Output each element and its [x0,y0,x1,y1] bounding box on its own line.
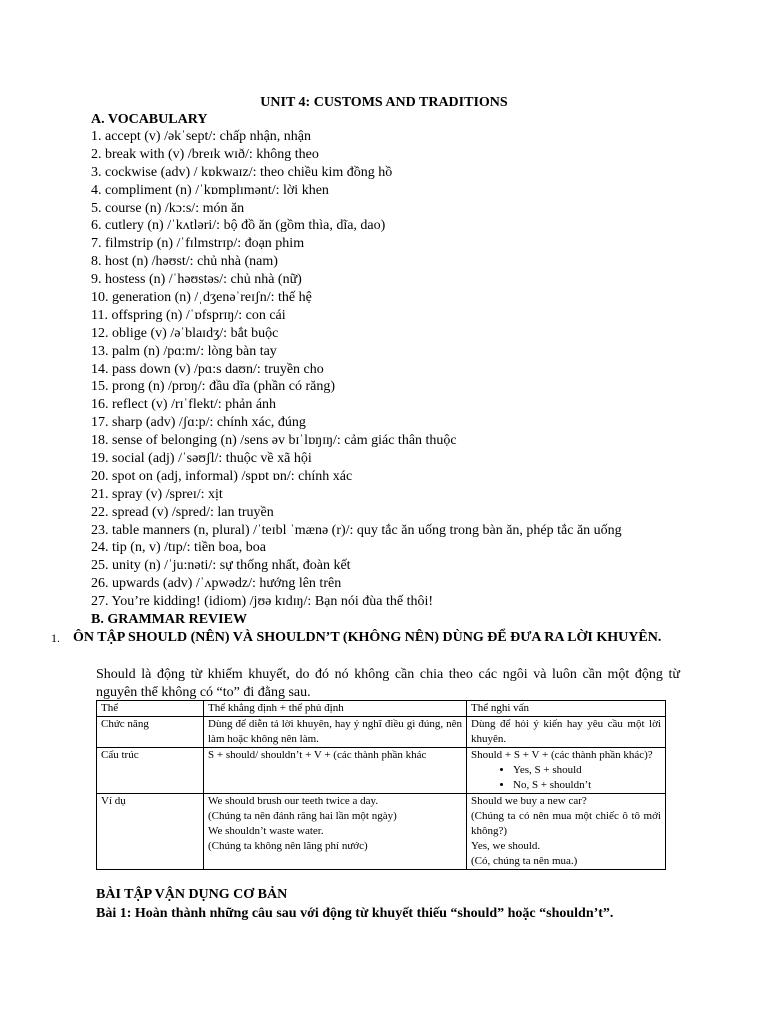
vocabulary-list [91,128,711,611]
table-header-cell: Thể nghi vấn [467,701,666,717]
exercise-section-heading: BÀI TẬP VẬN DỤNG CƠ BẢN [96,887,288,902]
page-title: UNIT 4: CUSTOMS AND TRADITIONS [260,95,508,110]
example-line: Yes, we should. [471,840,541,852]
grammar-item-number: 1. [51,631,60,645]
vocabulary-item: 10. generation (n) /ˌdʒenəˈreɪʃn/: thế hệ [91,290,312,306]
example-line: (Chúng ta nên đánh răng hai lần một ngày) [208,810,397,822]
example-line: (Chúng ta có nên mua một chiếc ô tô mới không?) [471,810,661,837]
vocabulary-item: 1. accept (v) /əkˈsept/: chấp nhận, nhận [91,129,312,144]
vocabulary-item: 18. sense of belonging (n) /sens əv bɪˈlɒŋɪŋ/: cảm giác thân thuộc [91,433,457,449]
vocabulary-item: 17. sharp (adv) /ʃɑ:p/: chính xác, đúng [91,415,306,431]
structure-question: Should + S + V + (các thành phần khác)? [471,749,653,761]
section-vocabulary-heading: A. VOCABULARY [91,112,208,127]
table-cell: S + should/ shouldn’t + V + (các thành phần khác [204,748,467,794]
grammar-table [96,700,666,870]
row-label: Chức năng [97,717,204,748]
example-line: We should brush our teeth twice a day. [208,795,379,807]
table-cell: Dùng để hỏi ý kiến hay yêu cầu một lời khuyên. [467,717,666,748]
table-row-example [97,794,666,870]
vocabulary-item: 6. cutlery (n) /ˈkʌtləri/: bộ đồ ăn (gồm thìa, dĩa, dao) [91,218,386,234]
vocabulary-item: 20. spot on (adj, informal) /spɒt ɒn/: chính xác [91,468,353,484]
vocabulary-item: 14. pass down (v) /pɑ:s daʊn/: truyền cho [91,361,324,377]
vocabulary-item: 13. palm (n) /pɑ:m/: lòng bàn tay [91,343,277,359]
vocabulary-item: 22. spread (v) /spred/: lan truyền [91,504,274,520]
vocabulary-item: 4. compliment (n) /ˈkɒmplɪmənt/: lời khen [91,182,329,198]
table-cell [467,794,666,870]
vocabulary-item: 12. oblige (v) /əˈblaɪdʒ/: bắt buộc [91,325,279,341]
answer-item: • No, S + shouldn’t [513,778,661,793]
vocabulary-item: 16. reflect (v) /rɪˈflekt/: phản ánh [91,397,277,413]
example-line: Should we buy a new car? [471,795,587,807]
vocabulary-item: 25. unity (n) /ˈju:nəti/: sự thống nhất, đoàn kết [91,558,351,574]
vocabulary-item: 7. filmstrip (n) /ˈfɪlmstrɪp/: đoạn phim [91,236,305,252]
vocabulary-item: 27. You’re kidding! (idiom) /jʊə kɪdɪŋ/: Bạn nói đùa thế thôi! [91,594,434,610]
table-cell [467,748,666,794]
vocabulary-item: 21. spray (v) /spreɪ/: xịt [91,486,223,502]
vocabulary-item: 24. tip (n, v) /tɪp/: tiền boa, boa [91,540,266,556]
table-header-row [97,701,666,717]
example-line: (Có, chúng ta nên mua.) [471,855,578,867]
table-header-cell: Thể khẳng định + thể phủ định [204,701,467,717]
vocabulary-item: 2. break with (v) /breɪk wɪð/: không theo [91,146,319,162]
answer-list [471,763,661,793]
example-line: (Chúng ta không nên lãng phí nước) [208,840,368,852]
vocabulary-item: 8. host (n) /həʊst/: chủ nhà (nam) [91,254,278,270]
vocabulary-item: 15. prong (n) /prɒŋ/: đầu dĩa (phần có răng) [91,379,336,395]
exercise-1-instruction: Bài 1: Hoàn thành những câu sau với động từ khuyết thiếu “should” hoặc “shouldn’t”. [96,906,614,921]
table-cell: Dùng để diễn tả lời khuyên, hay ý nghĩ điều gì đúng, nên làm hoặc không nên làm. [204,717,467,748]
table-header-cell: Thể [97,701,204,717]
vocabulary-item: 26. upwards (adv) /ˈʌpwədz/: hướng lên trên [91,576,342,592]
vocabulary-item: 19. social (adj) /ˈsəʊʃl/: thuộc về xã hội [91,451,312,467]
table-row-structure [97,748,666,794]
vocabulary-item: 3. cockwise (adv) / kɒkwaɪz/: theo chiều kim đồng hồ [91,164,393,180]
vocabulary-item: 11. offspring (n) /ˈɒfsprɪŋ/: con cái [91,307,286,323]
vocabulary-item: 9. hostess (n) /ˈhəʊstəs/: chủ nhà (nữ) [91,272,302,288]
table-cell [204,794,467,870]
vocabulary-item: 5. course (n) /kɔ:s/: món ăn [91,200,245,216]
table-row-function [97,717,666,748]
grammar-item-heading: ÔN TẬP SHOULD (NÊN) VÀ SHOULDN’T (KHÔNG NÊN) DÙNG ĐỂ ĐƯA RA LỜI KHUYÊN. [73,630,662,645]
vocabulary-item: 23. table manners (n, plural) /ˈteɪbl ˈmænə (r)/: quy tắc ăn uống trong bàn ăn, phép tắc ăn uống [91,522,622,538]
section-grammar-heading: B. GRAMMAR REVIEW [91,612,247,627]
row-label: Ví dụ [97,794,204,870]
row-label: Cấu trúc [97,748,204,794]
grammar-intro-paragraph: Should là động từ khiếm khuyết, do đó nó không cần chia theo các ngôi và luôn cần một động từ nguyên thể không có “to” đi đằng sau. [96,667,680,700]
answer-item: • Yes, S + should [513,763,661,778]
example-line: We shouldn’t waste water. [208,825,324,837]
